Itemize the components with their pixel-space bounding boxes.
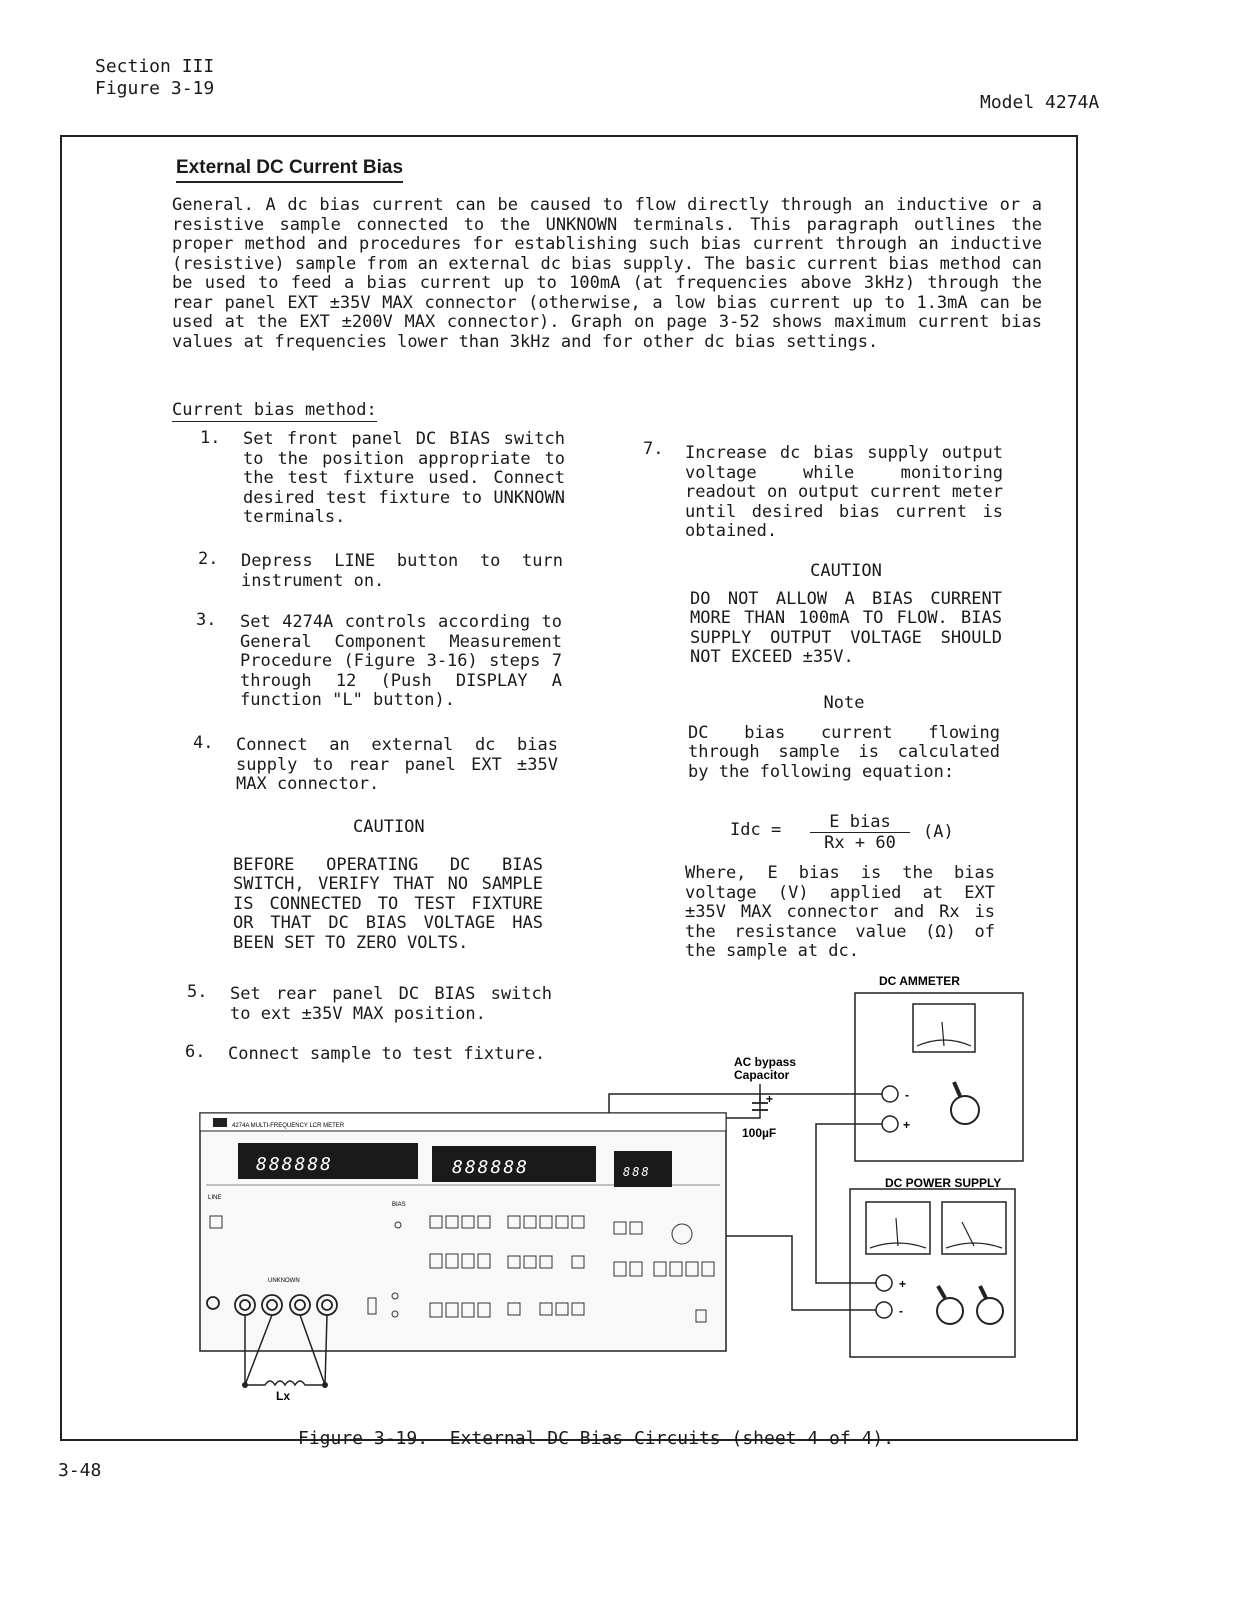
step-number: 6.: [185, 1042, 206, 1062]
caution-text: BEFORE OPERATING DC BIAS SWITCH, VERIFY THAT NO SAMPLE IS CONNECTED TO TEST FIXTURE OR THAT DC BIAS VOLTAGE HAS BEEN SET TO ZERO VOLTS.: [233, 854, 543, 953]
supply-minus-sign: -: [899, 1304, 903, 1318]
display-b-digits: 888888: [452, 1157, 530, 1178]
section-label: Section III: [95, 56, 215, 77]
display-a-digits: 888888: [256, 1154, 334, 1175]
figure-label: Figure 3-19: [95, 78, 215, 99]
ammeter-label: DC AMMETER: [879, 974, 960, 988]
step-text: Set front panel DC BIAS switch to the position appropriate to the test fixture used. Connect desired test fixture to UNKNOWN terminals.: [243, 429, 565, 527]
page-title: External DC Current Bias: [176, 157, 403, 183]
note-text: DC bias current flowing through sample is calculated by the following equation:: [688, 722, 1000, 782]
step-number: 2.: [198, 549, 219, 569]
capacitor-label-1: AC bypass: [734, 1055, 797, 1069]
general-paragraph: General. A dc bias current can be caused to flow directly through an inductive or a resistive sample connected to the UNKNOWN terminals. This paragraph outlines the proper method and procedures for establishing such bias current through an inductive (resistive) sample from an external dc bias supply. The basic current bias method can be used to feed a bias current up to 100mA (at frequencies above 3kHz) through the rear panel EXT ±35V MAX connector (otherwise, a low bias current up to 1.3mA can be used at the EXT ±200V MAX connector). Graph on page 3-52 shows maximum current bias values at frequencies lower than 3kHz and for other dc bias settings.: [172, 195, 1042, 352]
note-heading: Note: [823, 693, 865, 713]
step-text: Set 4274A controls according to General Component Measurement Procedure (Figure 3-16) steps 7 through 12 (Push DISPLAY A function "L" button).: [240, 612, 562, 710]
equation-numerator: E bias: [810, 812, 910, 833]
equation-lhs: Idc =: [730, 820, 782, 840]
panel-title: 4274A MULTI-FREQUENCY LCR METER: [232, 1123, 345, 1129]
caution-text: DO NOT ALLOW A BIAS CURRENT MORE THAN 100mA TO FLOW. BIAS SUPPLY OUTPUT VOLTAGE SHOULD NOT EXCEED ±35V.: [690, 588, 1002, 667]
step-number: 1.: [200, 428, 221, 448]
step-text: Depress LINE button to turn instrument on.: [241, 551, 563, 591]
panel-unknown-label: UNKNOWN: [268, 1278, 300, 1284]
supply-plus-sign: +: [899, 1277, 907, 1291]
equation-denominator: Rx + 60: [824, 833, 896, 853]
step-text: Connect sample to test fixture.: [228, 1044, 546, 1064]
step-number: 7.: [643, 439, 664, 459]
step-text: Increase dc bias supply output voltage while monitoring readout on output current meter until desired bias current is obtained.: [685, 443, 1003, 541]
page-number: 3-48: [58, 1460, 102, 1481]
capacitor-plus-sign: +: [766, 1092, 774, 1106]
lx-label: Lx: [276, 1389, 291, 1403]
method-heading: Current bias method:: [172, 400, 377, 420]
ammeter-minus-sign: -: [905, 1088, 909, 1102]
panel-line-label: LINE: [208, 1195, 222, 1201]
display-c-digits: 888: [623, 1165, 651, 1179]
step-number: 4.: [193, 733, 214, 753]
ammeter-plus-sign: +: [903, 1118, 911, 1132]
figure-caption: Figure 3-19. External DC Bias Circuits (sheet 4 of 4).: [298, 1428, 895, 1449]
caution-heading: CAUTION: [353, 817, 425, 837]
model-label: Model 4274A: [980, 92, 1100, 113]
caution-heading: CAUTION: [810, 561, 882, 581]
power-supply-label: DC POWER SUPPLY: [885, 1176, 1002, 1190]
step-number: 5.: [187, 982, 208, 1002]
note-where-text: Where, E bias is the bias voltage (V) applied at EXT ±35V MAX connector and Rx is the resistance value (Ω) of the sample at dc.: [685, 863, 995, 961]
capacitor-label-2: Capacitor: [734, 1068, 790, 1082]
step-text: Set rear panel DC BIAS switch to ext ±35V MAX position.: [230, 984, 552, 1024]
equation-unit: (A): [923, 822, 954, 842]
step-text: Connect an external dc bias supply to rear panel EXT ±35V MAX connector.: [236, 735, 558, 794]
panel-bias-label: BIAS: [392, 1202, 406, 1208]
capacitor-value: 100µF: [742, 1126, 777, 1140]
step-number: 3.: [196, 610, 217, 630]
